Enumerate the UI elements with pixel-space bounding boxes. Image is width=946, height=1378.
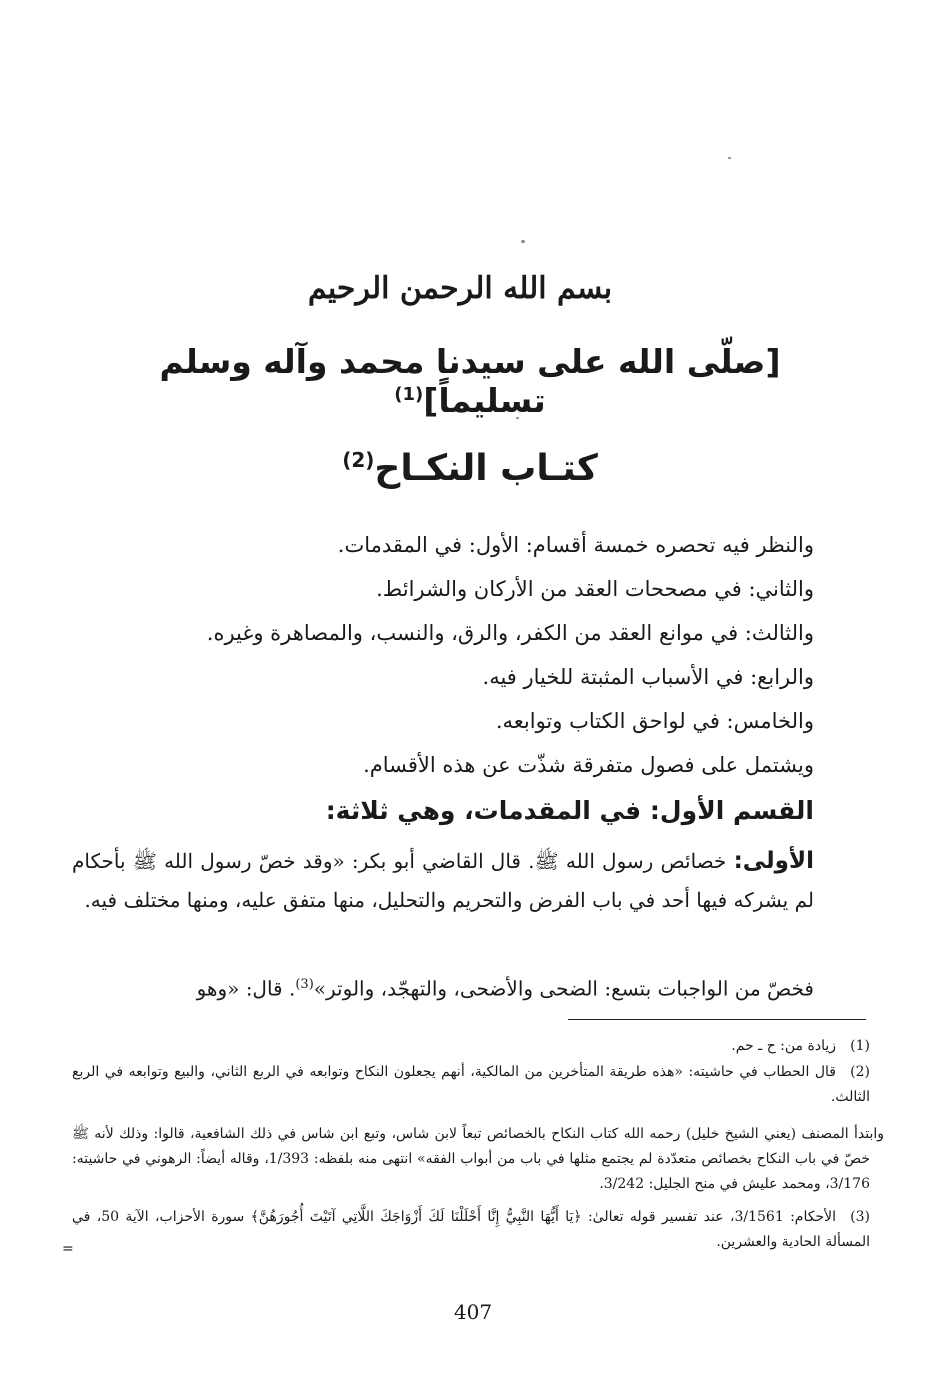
footnote-text: زيادة من: ح ـ حم. xyxy=(731,1038,836,1054)
intro-line-6: ويشتمل على فصول متفرقة شذّت عن هذه الأقسام. xyxy=(363,753,814,777)
chapter-title-text: كتـاب النكـاح xyxy=(374,448,598,489)
footnote-text: وابتدأ المصنف (يعني الشيخ خليل) رحمه الله كتاب النكاح بالخصائص تبعاً لابن شاس، وتبع ابن شاس في ذلك الشافعية، قالوا: وذلك لأنه ﷺ خصّ في باب النكاح بخصائص متعدّدة لم يجتمع مثلها في باب من أبواب الفقه» انتهى منه بلفظه: 1/393، وقاله أيضاً: الرهوني في حاشيته: 3/176، ومحمد عليش في منح الجليل: 3/242. xyxy=(72,1126,884,1192)
paragraph-second-text: فخصّ من الواجبات بتسع: الضحى والأضحى، والتهجّد، والوتر» xyxy=(313,976,814,1001)
footnote-2-continuation xyxy=(72,1122,884,1197)
salawat-text: [صلّى الله على سيدنا محمد وآله وسلم تسليماً] xyxy=(159,342,781,420)
intro-line-2: والثاني: في مصححات العقد من الأركان والشرائط. xyxy=(376,577,814,601)
page-number: 407 xyxy=(453,1300,493,1324)
intro-line-5: والخامس: في لواحق الكتاب وتوابعه. xyxy=(495,709,814,733)
basmala-text: بسم الله الرحمن الرحيم xyxy=(307,270,613,306)
scan-speck xyxy=(728,157,731,159)
paragraph-lead: الأولى: xyxy=(733,848,814,874)
chapter-footnote-ref: (2) xyxy=(342,448,375,472)
basmala xyxy=(250,248,670,328)
footnote-text: قال الحطاب في حاشيته: «هذه طريقة المتأخرين من المالكية، أنهم يجعلون النكاح وتوابعه في الربع الثاني، والبيع وتوابعه في الربع الثالث. xyxy=(72,1064,870,1105)
salawat-line xyxy=(150,342,790,420)
footnote-separator xyxy=(568,1019,866,1020)
paragraph-first-text: خصائص رسول الله ﷺ. قال القاضي أبو بكر: «وقد خصّ رسول الله ﷺ بأحكام لم يشركه فيها أحد في باب الفرض والتحريم والتحليل، منها متفق عليه، ومنها مختلف فيه. xyxy=(72,849,814,912)
footnote-number: (3) xyxy=(850,1209,870,1225)
salawat-footnote-ref: (1) xyxy=(394,384,424,405)
scan-speck xyxy=(521,240,525,243)
footnote-1 xyxy=(72,1034,870,1059)
footnote-number: (1) xyxy=(850,1038,870,1054)
continuation-mark: = xyxy=(62,1241,74,1257)
paragraph-second-tail: . قال: «وهو xyxy=(196,976,296,1001)
section-heading: القسم الأول: في المقدمات، وهي ثلاثة: xyxy=(325,796,814,825)
intro-line-1: والنظر فيه تحصره خمسة أقسام: الأول: في المقدمات. xyxy=(337,533,814,557)
footnote-number: (2) xyxy=(850,1064,870,1080)
footnote-2 xyxy=(72,1060,870,1110)
footnote-3 xyxy=(72,1205,870,1255)
paragraph-second xyxy=(72,965,814,1009)
paragraph-footnote-ref: (3) xyxy=(295,977,314,992)
paragraph-first xyxy=(72,842,814,920)
chapter-title xyxy=(300,448,640,489)
footnote-text: الأحكام: 3/1561، عند تفسير قوله تعالىٰ: ﴿يَا أَيُّهَا النَّبِيُّ إِنَّا أَحْلَلْنَا لَكَ أَزْوَاجَكَ اللَّاتِي آتَيْتَ أُجُورَهُنَّ﴾ سورة الأحزاب، الآية 50، في المسألة الحادية والعشرين. xyxy=(72,1209,870,1250)
intro-line-3: والثالث: في موانع العقد من الكفر، والرق، والنسب، والمصاهرة وغيره. xyxy=(206,621,814,645)
intro-line-4: والرابع: في الأسباب المثبتة للخيار فيه. xyxy=(482,665,814,689)
